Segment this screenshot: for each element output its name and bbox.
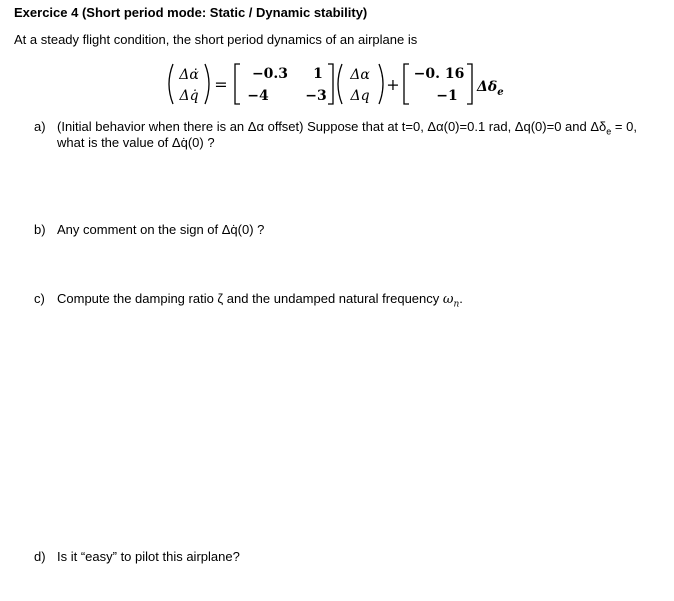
state-left-paren bbox=[338, 64, 342, 104]
state-right-paren bbox=[379, 64, 383, 104]
equation-svg bbox=[160, 60, 530, 108]
question-a-label: a) bbox=[34, 119, 46, 134]
input-symbol: Δδ bbox=[477, 79, 498, 95]
a11: −0.3 bbox=[251, 66, 289, 82]
question-a-line1-text: (Initial behavior when there is an Δα offset) Suppose that at t=0, Δα(0)=0.1 rad, Δq(0)=0 and Δδ bbox=[57, 119, 607, 134]
question-b-text: Any comment on the sign of Δq̇(0) ? bbox=[57, 222, 265, 237]
question-d-text: Is it “easy” to pilot this airplane? bbox=[57, 549, 240, 564]
exercise-title: Exercice 4 (Short period mode: Static / Dynamic stability) bbox=[14, 5, 368, 20]
state-space-equation bbox=[160, 60, 530, 108]
question-d-label: d) bbox=[34, 549, 46, 564]
a-matrix-right-bracket bbox=[328, 64, 333, 104]
question-c-label: c) bbox=[34, 291, 45, 306]
question-c-omega: ω bbox=[442, 292, 454, 307]
a12: 1 bbox=[313, 66, 323, 82]
a22: −3 bbox=[305, 88, 327, 104]
question-a-delta-e-sub: e bbox=[606, 126, 612, 137]
b-vector-right-bracket bbox=[467, 64, 472, 104]
a21: −4 bbox=[247, 88, 269, 104]
b-vector-left-bracket bbox=[404, 64, 409, 104]
lhs-right-paren bbox=[205, 64, 209, 104]
question-b-label: b) bbox=[34, 222, 46, 237]
input-subscript: e bbox=[497, 87, 504, 98]
question-c-tail: . bbox=[459, 291, 463, 306]
a-matrix-left-bracket bbox=[235, 64, 240, 104]
question-c-text bbox=[57, 291, 463, 310]
lhs-top: Δα̇ bbox=[179, 67, 199, 83]
question-a-line2: what is the value of Δq̇(0) ? bbox=[57, 135, 215, 150]
b1: −0. 16 bbox=[413, 66, 465, 82]
intro-text: At a steady flight condition, the short period dynamics of an airplane is bbox=[14, 32, 418, 47]
input-delta-e bbox=[476, 79, 504, 98]
plus-sign: + bbox=[386, 75, 400, 94]
lhs-left-paren bbox=[169, 64, 173, 104]
state-bottom: Δq bbox=[350, 88, 370, 104]
question-a-line1 bbox=[57, 119, 637, 137]
question-c-main-text: Compute the damping ratio ζ and the undamped natural frequency bbox=[57, 291, 443, 306]
b2: −1 bbox=[436, 88, 458, 104]
lhs-bottom: Δq̇ bbox=[179, 88, 199, 104]
question-a-line1-tail: = 0, bbox=[611, 119, 637, 134]
question-c-omega-sub: n bbox=[453, 299, 460, 310]
state-top: Δα bbox=[350, 67, 370, 83]
equals-sign: = bbox=[214, 75, 228, 94]
